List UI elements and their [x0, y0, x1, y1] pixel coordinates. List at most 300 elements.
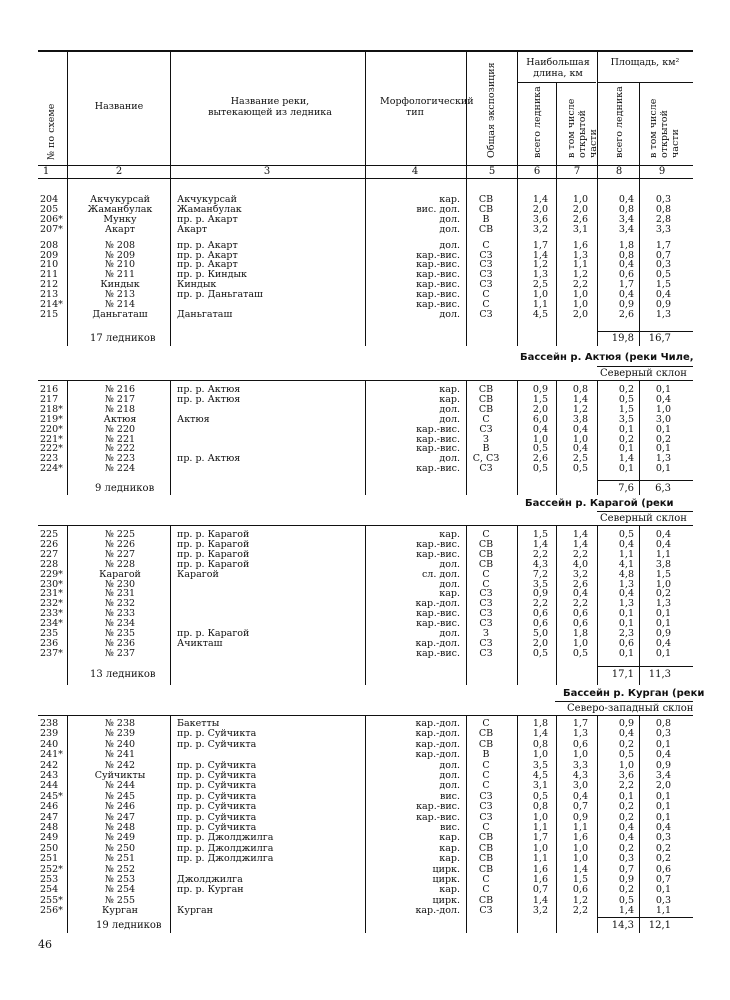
length-total: 0,5 — [532, 463, 548, 475]
area-open: 0,7 — [655, 249, 671, 261]
glacier-number: 210 — [40, 259, 59, 271]
length-open: 0,5 — [572, 463, 588, 475]
length-open: 3,8 — [572, 413, 588, 425]
basin-rule — [597, 366, 693, 367]
river-name: пр. р. Карагой — [177, 558, 250, 570]
length-open: 1,8 — [572, 628, 588, 639]
length-total: 1,6 — [532, 863, 548, 875]
glacier-number: 205 — [40, 203, 59, 215]
area-open: 1,3 — [655, 453, 671, 465]
length-open: 4,0 — [572, 558, 588, 570]
length-open: 0,6 — [572, 618, 588, 630]
section-top-rule — [38, 525, 693, 526]
table-row — [0, 241, 730, 251]
exposure: В — [482, 749, 490, 761]
length-total: 0,9 — [532, 384, 548, 395]
river-name: Актюя — [177, 413, 210, 425]
table-row — [0, 761, 730, 771]
length-total: 3,6 — [532, 213, 548, 225]
morph-type: кар.-дол. — [415, 728, 460, 740]
area-open: 3,4 — [655, 770, 671, 781]
glacier-name: № 224 — [104, 463, 136, 475]
section-count: 13 ледников — [90, 669, 156, 680]
glacier-number: 248 — [40, 822, 59, 833]
glacier-name: № 242 — [104, 759, 136, 771]
table-row — [0, 833, 730, 843]
area-total: 2,6 — [618, 308, 634, 320]
total-rule — [597, 917, 693, 918]
glacier-name: № 225 — [104, 529, 136, 540]
area-total: 0,1 — [618, 608, 634, 620]
glacier-name: № 238 — [104, 718, 136, 729]
morph-type: кар.-вис. — [416, 259, 460, 271]
area-open: 0,2 — [655, 433, 671, 445]
morph-type: дол. — [439, 223, 460, 235]
total-rule — [597, 480, 693, 481]
exposure: СЗ — [479, 279, 493, 291]
length-open: 1,4 — [572, 863, 588, 875]
area-open: 0,1 — [655, 423, 671, 435]
river-name: пр. р. Джолджилга — [177, 832, 274, 844]
length-total: 0,8 — [532, 738, 548, 750]
glacier-name: № 221 — [104, 433, 136, 445]
length-total: 3,5 — [532, 578, 548, 590]
exposure: СВ — [478, 863, 494, 875]
glacier-number: 239 — [40, 728, 59, 740]
length-total: 1,4 — [532, 194, 548, 205]
river-name: Бакетты — [177, 718, 220, 729]
length-open: 1,0 — [572, 433, 588, 445]
glacier-name: № 223 — [104, 453, 136, 465]
glacier-name: № 216 — [104, 384, 136, 395]
area-open: 0,3 — [655, 832, 671, 844]
exposure: СВ — [478, 203, 494, 215]
area-open: 0,4 — [655, 822, 671, 833]
area-total: 0,2 — [618, 738, 634, 750]
morph-type: кар.-вис. — [416, 811, 460, 823]
glacier-number: 232* — [40, 598, 63, 610]
morph-type: сл. дол. — [421, 568, 460, 580]
glacier-number: 214* — [40, 299, 63, 310]
glacier-name: № 217 — [104, 393, 136, 405]
length-total: 1,0 — [532, 433, 548, 445]
length-total: 2,2 — [532, 548, 548, 560]
glacier-number: 253 — [40, 874, 59, 885]
glacier-name: № 244 — [104, 780, 136, 792]
length-total: 1,7 — [532, 239, 548, 251]
length-open: 1,1 — [572, 822, 588, 833]
length-open: 1,0 — [572, 299, 588, 310]
area-total: 4,8 — [618, 568, 634, 580]
section-count: 9 ледников — [95, 483, 155, 494]
river-name: пр. р. Суйчикта — [177, 801, 257, 813]
length-total: 4,5 — [532, 770, 548, 781]
area-open: 0,1 — [655, 608, 671, 620]
area-total: 0,5 — [618, 749, 634, 761]
length-total: 3,5 — [532, 759, 548, 771]
river-name: пр. р. Суйчикта — [177, 780, 257, 792]
area-open: 0,4 — [655, 538, 671, 550]
area-total: 0,4 — [618, 728, 634, 740]
length-total: 0,8 — [532, 801, 548, 813]
length-total: 4,3 — [532, 558, 548, 570]
glacier-name: Жаманбулак — [87, 203, 153, 215]
area-open: 0,1 — [655, 790, 671, 802]
area-total: 0,3 — [618, 853, 634, 865]
river-name: Киндык — [177, 279, 217, 291]
river-name: пр. р. Суйчикта — [177, 738, 257, 750]
length-total: 1,4 — [532, 538, 548, 550]
length-open: 0,8 — [572, 384, 588, 395]
exposure: С — [482, 289, 490, 301]
colnum-3: 3 — [263, 166, 271, 177]
length-open: 0,7 — [572, 801, 588, 813]
area-total: 0,2 — [618, 884, 634, 896]
river-name: пр. р. Карагой — [177, 538, 250, 550]
table-row — [0, 570, 730, 580]
area-total: 0,4 — [618, 259, 634, 271]
basin-heading: Бассейн р. Курган (реки — [563, 688, 705, 699]
area-total: 0,5 — [618, 894, 634, 906]
total-area: 17,1 — [611, 669, 634, 680]
length-open: 0,9 — [572, 811, 588, 823]
river-name: пр. р. Карагой — [177, 529, 250, 540]
length-total: 4,5 — [532, 308, 548, 320]
length-open: 0,4 — [572, 443, 588, 455]
morph-type: кар.-вис. — [416, 269, 460, 281]
basin-rule — [597, 511, 693, 512]
exposure: СВ — [478, 548, 494, 560]
header-col6: всего ледника — [532, 86, 543, 158]
length-total: 1,6 — [532, 874, 548, 885]
area-open: 0,4 — [655, 529, 671, 540]
length-total: 1,4 — [532, 894, 548, 906]
glacier-name: № 251 — [104, 853, 136, 865]
length-open: 4,3 — [572, 770, 588, 781]
river-name: пр. р. Курган — [177, 884, 244, 896]
exposure: С — [482, 299, 490, 310]
glacier-number: 209 — [40, 249, 59, 261]
length-open: 1,7 — [572, 718, 588, 729]
glacier-number: 242 — [40, 759, 59, 771]
river-name: пр. р. Суйчикта — [177, 728, 257, 740]
area-open: 0,1 — [655, 618, 671, 630]
area-open: 3,0 — [655, 413, 671, 425]
river-name: пр. р. Актюя — [177, 453, 241, 465]
vline-2 — [170, 50, 171, 178]
morph-type: кар. — [439, 853, 460, 865]
length-open: 2,2 — [572, 279, 588, 291]
area-total: 0,4 — [618, 194, 634, 205]
colnum-4: 4 — [411, 166, 419, 177]
length-open: 1,4 — [572, 393, 588, 405]
area-total: 0,2 — [618, 842, 634, 854]
river-name: пр. р. Актюя — [177, 393, 241, 405]
area-total: 0,1 — [618, 790, 634, 802]
glacier-number: 249 — [40, 832, 59, 844]
exposure: СВ — [478, 403, 494, 415]
glacier-name: № 226 — [104, 538, 136, 550]
table-row — [0, 729, 730, 739]
basin-rule — [555, 701, 693, 702]
length-open: 1,2 — [572, 269, 588, 281]
glacier-name: № 240 — [104, 738, 136, 750]
area-total: 0,6 — [618, 637, 634, 649]
length-open: 2,5 — [572, 453, 588, 465]
length-total: 3,2 — [532, 223, 548, 235]
length-open: 2,2 — [572, 598, 588, 610]
length-total: 1,1 — [532, 299, 548, 310]
glacier-name: Суйчикты — [94, 770, 146, 781]
header-group-length: Наибольшая длина, км — [526, 57, 590, 79]
length-total: 0,4 — [532, 423, 548, 435]
length-total: 2,6 — [532, 453, 548, 465]
length-total: 0,5 — [532, 443, 548, 455]
exposure: С — [482, 239, 490, 251]
glacier-name: № 213 — [104, 289, 136, 301]
morph-type: кар.-вис. — [416, 279, 460, 291]
exposure: СЗ — [479, 637, 493, 649]
page-number: 46 — [38, 938, 52, 951]
length-total: 1,0 — [532, 749, 548, 761]
length-open: 0,4 — [572, 423, 588, 435]
exposure: СВ — [478, 223, 494, 235]
length-open: 1,6 — [572, 832, 588, 844]
morph-type: дол. — [439, 628, 460, 639]
glacier-number: 238 — [40, 718, 59, 729]
area-total: 1,3 — [618, 598, 634, 610]
area-total: 0,4 — [618, 588, 634, 600]
glacier-name: № 236 — [104, 637, 136, 649]
glacier-number: 218* — [40, 403, 63, 415]
section-count: 17 ледников — [90, 333, 156, 344]
area-open: 0,2 — [655, 842, 671, 854]
area-open: 0,8 — [655, 718, 671, 729]
total-open-area: 11,3 — [648, 669, 671, 680]
exposure: СЗ — [479, 259, 493, 271]
colnum-7: 7 — [573, 166, 581, 177]
length-total: 1,5 — [532, 529, 548, 540]
glacier-number: 255* — [40, 894, 63, 906]
table-row — [0, 885, 730, 895]
area-total: 0,9 — [618, 299, 634, 310]
morph-type: кар.-вис. — [416, 618, 460, 630]
morph-type: кар.-вис. — [416, 608, 460, 620]
glacier-number: 237* — [40, 647, 63, 659]
glacier-name: № 239 — [104, 728, 136, 740]
morph-type: кар. — [439, 529, 460, 540]
glacier-name: № 210 — [104, 259, 136, 271]
glacier-name: № 222 — [104, 443, 136, 455]
header-col5: Общая экспозиция — [486, 62, 497, 158]
length-open: 1,1 — [572, 259, 588, 271]
glacier-name: № 208 — [104, 239, 136, 251]
area-total: 0,1 — [618, 423, 634, 435]
area-total: 0,2 — [618, 384, 634, 395]
river-name: пр. р. Даньгаташ — [177, 289, 263, 301]
glacier-number: 207* — [40, 223, 63, 235]
morph-type: кар. — [439, 884, 460, 896]
glacier-name: № 252 — [104, 863, 136, 875]
area-open: 1,5 — [655, 568, 671, 580]
area-total: 1,3 — [618, 578, 634, 590]
exposure: СЗ — [479, 618, 493, 630]
length-open: 1,0 — [572, 853, 588, 865]
length-total: 6,0 — [532, 413, 548, 425]
area-total: 4,1 — [618, 558, 634, 570]
table-row — [0, 464, 730, 474]
river-name: пр. р. Акарт — [177, 259, 238, 271]
glacier-name: Актюя — [103, 413, 137, 425]
glacier-name: № 235 — [104, 628, 136, 639]
river-name: пр. р. Суйчикта — [177, 759, 257, 771]
glacier-name: № 232 — [104, 598, 136, 610]
glacier-name: № 234 — [104, 618, 136, 630]
total-area: 19,8 — [611, 333, 634, 344]
exposure: СЗ — [479, 905, 493, 917]
river-name: пр. р. Акарт — [177, 239, 238, 251]
area-total: 0,4 — [618, 289, 634, 301]
morph-type: дол. — [439, 770, 460, 781]
morph-type: дол. — [439, 403, 460, 415]
glacier-number: 243 — [40, 770, 59, 781]
area-open: 1,0 — [655, 578, 671, 590]
exposure: СЗ — [479, 801, 493, 813]
morph-type: кар. — [439, 842, 460, 854]
total-open-area: 6,3 — [655, 483, 671, 494]
glacier-number: 217 — [40, 393, 59, 405]
glacier-number: 208 — [40, 239, 59, 251]
length-total: 1,0 — [532, 289, 548, 301]
area-open: 0,7 — [655, 874, 671, 885]
area-open: 0,1 — [655, 738, 671, 750]
river-name: пр. р. Суйчикта — [177, 811, 257, 823]
area-open: 1,0 — [655, 403, 671, 415]
area-total: 1,8 — [618, 239, 634, 251]
glacier-number: 226 — [40, 538, 59, 550]
river-name: пр. р. Суйчикта — [177, 790, 257, 802]
river-name: пр. р. Акарт — [177, 213, 238, 225]
river-name: Карагой — [177, 568, 219, 580]
river-name: Ачикташ — [177, 637, 223, 649]
river-name: Курган — [177, 905, 213, 917]
exposure: СЗ — [479, 608, 493, 620]
table-row — [0, 813, 730, 823]
glacier-number: 216 — [40, 384, 59, 395]
glacier-name: № 248 — [104, 822, 136, 833]
length-open: 0,6 — [572, 738, 588, 750]
morph-type: кар. — [439, 194, 460, 205]
river-name: пр. р. Киндык — [177, 269, 247, 281]
length-open: 0,6 — [572, 884, 588, 896]
glacier-name: № 250 — [104, 842, 136, 854]
glacier-number: 215 — [40, 308, 59, 320]
glacier-name: № 249 — [104, 832, 136, 844]
area-total: 0,8 — [618, 249, 634, 261]
exposure: СВ — [478, 558, 494, 570]
header-col3: Название реки, вытекающей из ледника — [208, 96, 332, 118]
area-open: 0,1 — [655, 463, 671, 475]
vline-5 — [517, 50, 518, 178]
area-open: 0,6 — [655, 863, 671, 875]
area-open: 1,1 — [655, 905, 671, 917]
morph-type: кар. — [439, 393, 460, 405]
length-open: 3,3 — [572, 759, 588, 771]
length-total: 1,1 — [532, 853, 548, 865]
group-rule-area — [597, 82, 693, 83]
glacier-number: 230* — [40, 578, 63, 590]
area-open: 3,3 — [655, 223, 671, 235]
glacier-number: 251 — [40, 853, 59, 865]
glacier-number: 220* — [40, 423, 63, 435]
glacier-number: 233* — [40, 608, 63, 620]
header-col8: всего ледника — [614, 86, 625, 158]
river-name: пр. р. Джолджилга — [177, 853, 274, 865]
glacier-name: № 247 — [104, 811, 136, 823]
glacier-number: 254 — [40, 884, 59, 896]
length-total: 1,8 — [532, 718, 548, 729]
length-open: 3,1 — [572, 223, 588, 235]
glacier-name: № 214 — [104, 299, 136, 310]
area-total: 0,2 — [618, 433, 634, 445]
area-total: 3,4 — [618, 223, 634, 235]
area-open: 0,1 — [655, 647, 671, 659]
glacier-number: 224* — [40, 463, 63, 475]
morph-type: кар.-дол. — [415, 718, 460, 729]
colnum-6: 6 — [533, 166, 541, 177]
glacier-name: № 211 — [104, 269, 136, 281]
area-total: 0,8 — [618, 203, 634, 215]
length-open: 2,6 — [572, 578, 588, 590]
length-total: 1,0 — [532, 811, 548, 823]
exposure: СВ — [478, 853, 494, 865]
glacier-name: № 231 — [104, 588, 136, 600]
exposure: В — [482, 213, 490, 225]
glacier-number: 213 — [40, 289, 59, 301]
area-open: 0,1 — [655, 884, 671, 896]
morph-type: кар.-вис. — [416, 299, 460, 310]
area-total: 0,1 — [618, 443, 634, 455]
glacier-name: № 237 — [104, 647, 136, 659]
length-open: 1,2 — [572, 894, 588, 906]
area-total: 0,6 — [618, 269, 634, 281]
river-name: пр. р. Суйчикта — [177, 822, 257, 833]
glacier-name: № 228 — [104, 558, 136, 570]
glacier-number: 241* — [40, 749, 63, 761]
header-col4: Морфологический тип — [380, 96, 474, 118]
area-open: 0,1 — [655, 811, 671, 823]
area-open: 1,3 — [655, 598, 671, 610]
length-total: 2,2 — [532, 598, 548, 610]
vline-8 — [639, 82, 640, 178]
area-open: 0,9 — [655, 759, 671, 771]
section-count: 19 ледников — [96, 920, 162, 931]
river-name: пр. р. Карагой — [177, 628, 250, 639]
glacier-number: 221* — [40, 433, 63, 445]
vline-4 — [466, 50, 467, 178]
length-total: 1,4 — [532, 728, 548, 740]
exposure: СЗ — [479, 647, 493, 659]
glacier-name: Киндык — [100, 279, 140, 291]
length-open: 1,0 — [572, 289, 588, 301]
river-name: Акарт — [177, 223, 208, 235]
length-open: 0,4 — [572, 588, 588, 600]
length-total: 5,0 — [532, 628, 548, 639]
glacier-number: 229* — [40, 568, 63, 580]
area-open: 0,3 — [655, 259, 671, 271]
morph-type: дол. — [439, 239, 460, 251]
morph-type: кар.-вис. — [416, 433, 460, 445]
